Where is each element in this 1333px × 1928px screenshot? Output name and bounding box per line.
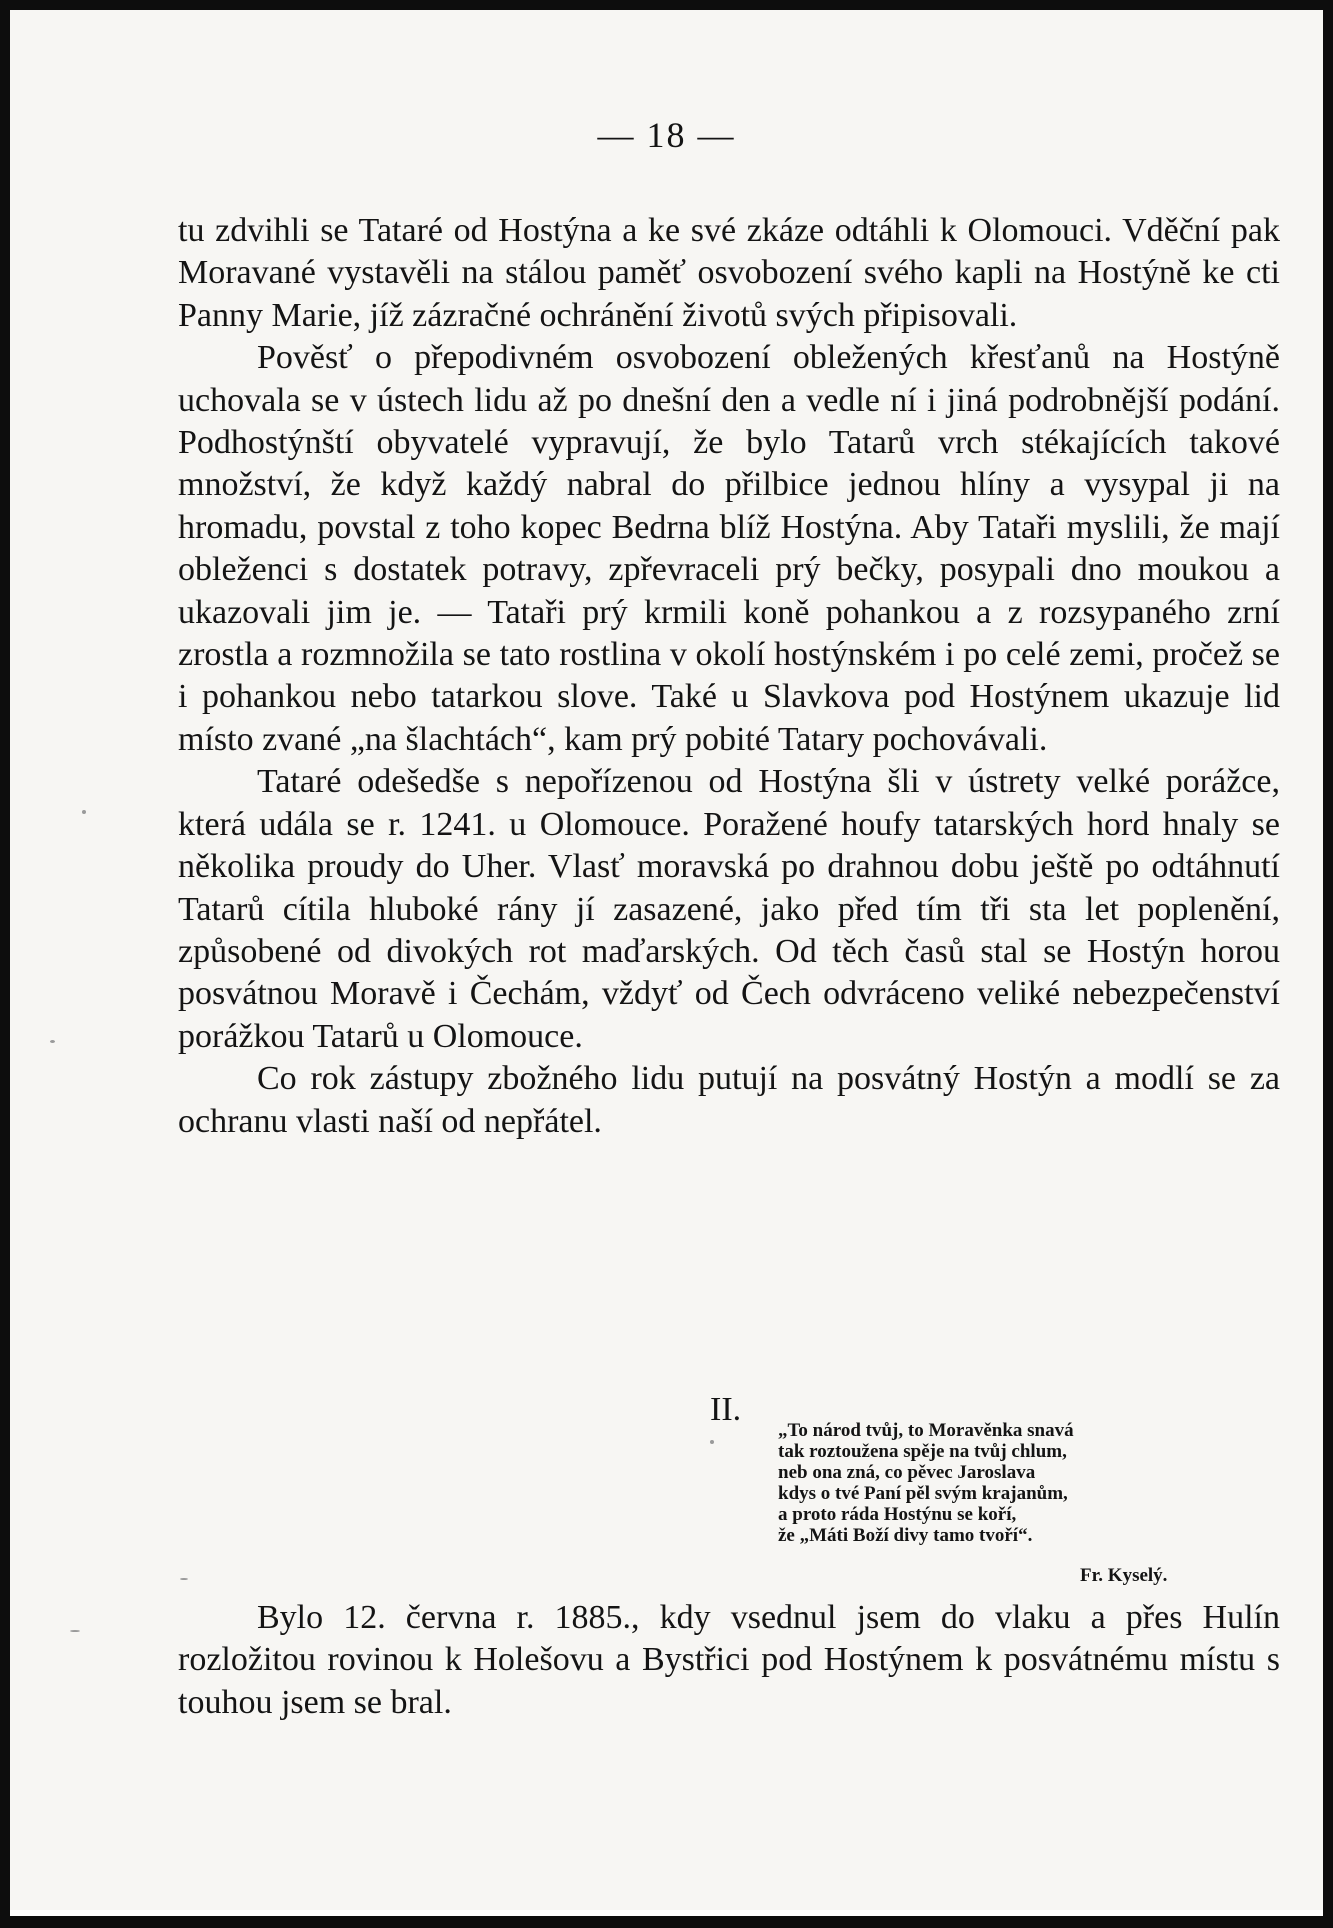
book-page [10,10,1323,1916]
section-heading: II. [710,1391,742,1428]
motto-line: a proto ráda Hostýnu se koří, [778,1504,1017,1525]
print-speck [82,810,86,814]
paragraph-1: tu zdvihli se Tataré od Hostýna a ke své zkáze odtáhli k Olomouci. Vděční pak Moravané vystavěli na stálou paměť osvobození svého kapli na Hostýně ke cti Panny Marie, jíž zázračné ochránění životů svých připisovali. [178,212,1280,334]
closing-text [178,1597,1280,1724]
main-text [178,210,1280,1143]
print-speck [180,1578,188,1580]
print-speck [70,1630,80,1632]
motto-poem [778,1420,1242,1546]
paragraph-3: Tataré odešedše s nepořízenou od Hostýna šli v ústrety velké porážce, která udála se r. 1241. u Olomouce. Poražené houfy tatarských hord hnaly se několika proudy do Uher. Vlasť moravská po drahnou dobu ještě po odtáhnutí Tatarů cítila hluboké rány jí zasazené, jako před tím tři sta let poplenění, způsobené od divokých rot maďarských. Od těch časů stal se Hostýn horou posvátnou Moravě i Čechám, vždyť od Čech odvráceno veliké nebezpečenství porážkou Tatarů u Olomouce. [178,763,1280,1055]
paragraph-2: Pověsť o přepodivném osvobození obležených křesťanů na Hostýně uchovala se v ústech lidu až po dnešní den a vedle ní i jiná podrobnější podání. Podhostýnští obyvatelé vypravují, že bylo Tatarů vrch stékajících takové množství, že když každý nabral do přilbice jednou hlíny a vysypal ji na hromadu, povstal z toho kopec Bedrna blíž Hostýna. Aby Tataři myslili, že mají obleženci s dostatek potravy, zpřevraceli prý bečky, posypali dno moukou a ukazovali jim je. — Tataři prý krmili koně pohankou a z rozsypaného zrní zrostla a rozmnožila se tato rostlina v okolí hostýnském i po celé zemi, pročež se i pohankou nebo tatarkou slove. Také u Slavkova pod Hostýnem ukazuje lid místo zvané „na šlachtách“, kam prý pobité Tatary pochovávali. [178,339,1280,758]
paragraph-5: Bylo 12. června r. 1885., kdy vsednul jsem do vlaku a přes Hulín rozložitou rovinou k Holešovu a Bystřici pod Hostýnem k posvátnému místu s touhou jsem se bral. [178,1599,1280,1721]
motto-line: „To národ tvůj, to Moravěnka snavá [778,1420,1074,1441]
motto-line: neb ona zná, co pěvec Jaroslava [778,1462,1036,1483]
print-speck [710,1440,714,1444]
print-speck [50,1040,55,1043]
paragraph-4: Co rok zástupy zbožného lidu putují na posvátný Hostýn a modlí se za ochranu vlasti naší od nepřátel. [178,1060,1280,1140]
motto-line: tak roztoužena spěje na tvůj chlum, [778,1441,1067,1462]
page-number: — 18 — [597,115,736,155]
motto-line: že „Máti Boží divy tamo tvoří“. [778,1525,1033,1546]
motto-line: kdys o tvé Paní pěl svým krajanům, [778,1483,1068,1504]
motto-author: Fr. Kyselý. [1080,1565,1168,1586]
